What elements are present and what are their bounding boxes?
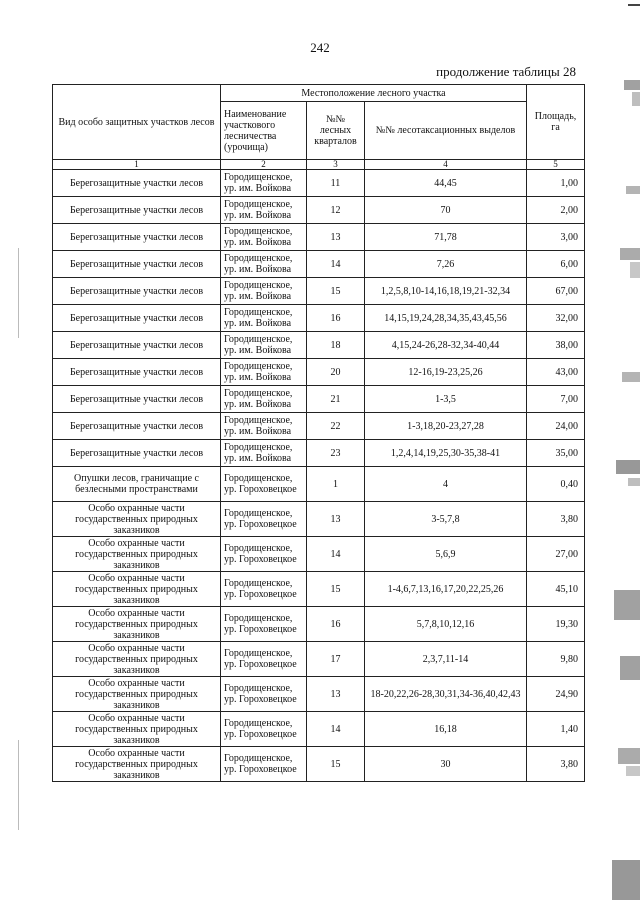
- cell-forestry: Городищенское, ур. Гороховецкое: [221, 677, 307, 712]
- cell-forestry: Городищенское, ур. Гороховецкое: [221, 607, 307, 642]
- cell-forestry: Городищенское, ур. им. Войкова: [221, 197, 307, 224]
- cell-area: 19,30: [527, 607, 585, 642]
- cell-forestry: Городищенское, ур. Гороховецкое: [221, 747, 307, 782]
- scan-edge-mark: [18, 248, 19, 338]
- cell-plot-type: Особо охранные части государственных природных заказников: [53, 537, 221, 572]
- table-row: [53, 747, 585, 782]
- cell-sections: 1-3,18,20-23,27,28: [365, 413, 527, 440]
- cell-quarter: 22: [307, 413, 365, 440]
- table-row: [53, 537, 585, 572]
- cell-sections: 71,78: [365, 224, 527, 251]
- cell-area: 67,00: [527, 278, 585, 305]
- scan-edge-noise: [608, 0, 640, 911]
- cell-forestry: Городищенское, ур. им. Войкова: [221, 413, 307, 440]
- cell-sections: 4: [365, 467, 527, 502]
- cell-quarter: 23: [307, 440, 365, 467]
- table-continuation-label: продолжение таблицы 28: [436, 64, 576, 79]
- cell-plot-type: Особо охранные части государственных природных заказников: [53, 502, 221, 537]
- cell-forestry: Городищенское, ур. им. Войкова: [221, 305, 307, 332]
- cell-plot-type: Берегозащитные участки лесов: [53, 359, 221, 386]
- cell-forestry: Городищенское, ур. Гороховецкое: [221, 642, 307, 677]
- table-row: [53, 607, 585, 642]
- cell-sections: 12-16,19-23,25,26: [365, 359, 527, 386]
- cell-plot-type: Берегозащитные участки лесов: [53, 224, 221, 251]
- table-row: [53, 440, 585, 467]
- cell-quarter: 13: [307, 224, 365, 251]
- forest-plots-table: [52, 84, 585, 782]
- table-row: [53, 413, 585, 440]
- scan-edge-mark: [18, 740, 19, 830]
- cell-quarter: 14: [307, 537, 365, 572]
- header-col-number: 5: [527, 160, 585, 170]
- table-row: [53, 332, 585, 359]
- cell-area: 7,00: [527, 386, 585, 413]
- cell-plot-type: Особо охранные части государственных природных заказников: [53, 747, 221, 782]
- table-row: [53, 502, 585, 537]
- header-quarters: №№ лесных кварталов: [307, 102, 365, 160]
- table-row: [53, 197, 585, 224]
- cell-area: 2,00: [527, 197, 585, 224]
- cell-area: 3,80: [527, 502, 585, 537]
- cell-forestry: Городищенское, ур. им. Войкова: [221, 359, 307, 386]
- table-row: [53, 386, 585, 413]
- cell-plot-type: Берегозащитные участки лесов: [53, 332, 221, 359]
- table-row: [53, 359, 585, 386]
- cell-plot-type: Особо охранные части государственных природных заказников: [53, 712, 221, 747]
- table-body: [53, 170, 585, 782]
- cell-forestry: Городищенское, ур. им. Войкова: [221, 386, 307, 413]
- header-col-number: 1: [53, 160, 221, 170]
- table-row: [53, 712, 585, 747]
- page-number: 242: [310, 40, 330, 55]
- cell-forestry: Городищенское, ур. им. Войкова: [221, 440, 307, 467]
- cell-quarter: 16: [307, 305, 365, 332]
- cell-forestry: Городищенское, ур. Гороховецкое: [221, 537, 307, 572]
- cell-area: 35,00: [527, 440, 585, 467]
- cell-quarter: 20: [307, 359, 365, 386]
- cell-forestry: Городищенское, ур. Гороховецкое: [221, 502, 307, 537]
- table-row: [53, 305, 585, 332]
- cell-sections: 14,15,19,24,28,34,35,43,45,56: [365, 305, 527, 332]
- cell-sections: 70: [365, 197, 527, 224]
- header-plot-type: Вид особо защитных участков лесов: [53, 85, 221, 160]
- cell-quarter: 13: [307, 677, 365, 712]
- cell-forestry: Городищенское, ур. им. Войкова: [221, 332, 307, 359]
- cell-area: 32,00: [527, 305, 585, 332]
- cell-sections: 3-5,7,8: [365, 502, 527, 537]
- table-row: [53, 677, 585, 712]
- cell-quarter: 15: [307, 278, 365, 305]
- cell-plot-type: Особо охранные части государственных природных заказников: [53, 642, 221, 677]
- cell-quarter: 17: [307, 642, 365, 677]
- cell-sections: 18-20,22,26-28,30,31,34-36,40,42,43: [365, 677, 527, 712]
- cell-quarter: 11: [307, 170, 365, 197]
- header-col-number: 3: [307, 160, 365, 170]
- cell-plot-type: Берегозащитные участки лесов: [53, 251, 221, 278]
- cell-area: 38,00: [527, 332, 585, 359]
- cell-plot-type: Особо охранные части государственных природных заказников: [53, 677, 221, 712]
- cell-area: 43,00: [527, 359, 585, 386]
- table-row: [53, 170, 585, 197]
- cell-area: 45,10: [527, 572, 585, 607]
- header-col-number: 2: [221, 160, 307, 170]
- table-row: [53, 251, 585, 278]
- cell-plot-type: Особо охранные части государственных природных заказников: [53, 572, 221, 607]
- cell-quarter: 15: [307, 747, 365, 782]
- cell-area: 9,80: [527, 642, 585, 677]
- cell-forestry: Городищенское, ур. им. Войкова: [221, 251, 307, 278]
- cell-area: 1,00: [527, 170, 585, 197]
- header-sections: №№ лесотаксационных выделов: [365, 102, 527, 160]
- cell-plot-type: Берегозащитные участки лесов: [53, 386, 221, 413]
- cell-sections: 5,7,8,10,12,16: [365, 607, 527, 642]
- cell-area: 0,40: [527, 467, 585, 502]
- cell-area: 3,80: [527, 747, 585, 782]
- cell-quarter: 14: [307, 251, 365, 278]
- cell-sections: 1-4,6,7,13,16,17,20,22,25,26: [365, 572, 527, 607]
- header-forestry: Наименование участкового лесничества (урочища): [221, 102, 307, 160]
- cell-plot-type: Берегозащитные участки лесов: [53, 170, 221, 197]
- cell-sections: 16,18: [365, 712, 527, 747]
- cell-plot-type: Берегозащитные участки лесов: [53, 440, 221, 467]
- cell-sections: 4,15,24-26,28-32,34-40,44: [365, 332, 527, 359]
- cell-quarter: 14: [307, 712, 365, 747]
- cell-plot-type: Берегозащитные участки лесов: [53, 278, 221, 305]
- table-row: [53, 642, 585, 677]
- cell-quarter: 1: [307, 467, 365, 502]
- cell-area: 24,00: [527, 413, 585, 440]
- cell-sections: 2,3,7,11-14: [365, 642, 527, 677]
- header-col-number: 4: [365, 160, 527, 170]
- cell-plot-type: Опушки лесов, граничащие с безлесными пространствами: [53, 467, 221, 502]
- table-row: [53, 224, 585, 251]
- cell-sections: 5,6,9: [365, 537, 527, 572]
- cell-area: 27,00: [527, 537, 585, 572]
- cell-quarter: 16: [307, 607, 365, 642]
- cell-forestry: Городищенское, ур. Гороховецкое: [221, 467, 307, 502]
- cell-sections: 1,2,5,8,10-14,16,18,19,21-32,34: [365, 278, 527, 305]
- cell-forestry: Городищенское, ур. им. Войкова: [221, 170, 307, 197]
- table-row: [53, 572, 585, 607]
- cell-quarter: 18: [307, 332, 365, 359]
- cell-quarter: 15: [307, 572, 365, 607]
- cell-area: 24,90: [527, 677, 585, 712]
- cell-sections: 30: [365, 747, 527, 782]
- cell-sections: 1,2,4,14,19,25,30-35,38-41: [365, 440, 527, 467]
- cell-sections: 44,45: [365, 170, 527, 197]
- table-row: [53, 467, 585, 502]
- cell-forestry: Городищенское, ур. Гороховецкое: [221, 712, 307, 747]
- cell-area: 3,00: [527, 224, 585, 251]
- table-row: [53, 278, 585, 305]
- cell-quarter: 13: [307, 502, 365, 537]
- cell-quarter: 12: [307, 197, 365, 224]
- header-location-group: Местоположение лесного участка: [221, 85, 527, 102]
- cell-area: 6,00: [527, 251, 585, 278]
- cell-plot-type: Берегозащитные участки лесов: [53, 305, 221, 332]
- cell-quarter: 21: [307, 386, 365, 413]
- cell-plot-type: Особо охранные части государственных природных заказников: [53, 607, 221, 642]
- cell-plot-type: Берегозащитные участки лесов: [53, 413, 221, 440]
- cell-forestry: Городищенское, ур. им. Войкова: [221, 278, 307, 305]
- cell-area: 1,40: [527, 712, 585, 747]
- cell-forestry: Городищенское, ур. им. Войкова: [221, 224, 307, 251]
- cell-forestry: Городищенское, ур. Гороховецкое: [221, 572, 307, 607]
- cell-plot-type: Берегозащитные участки лесов: [53, 197, 221, 224]
- header-area: Площадь, га: [527, 85, 585, 160]
- cell-sections: 7,26: [365, 251, 527, 278]
- cell-sections: 1-3,5: [365, 386, 527, 413]
